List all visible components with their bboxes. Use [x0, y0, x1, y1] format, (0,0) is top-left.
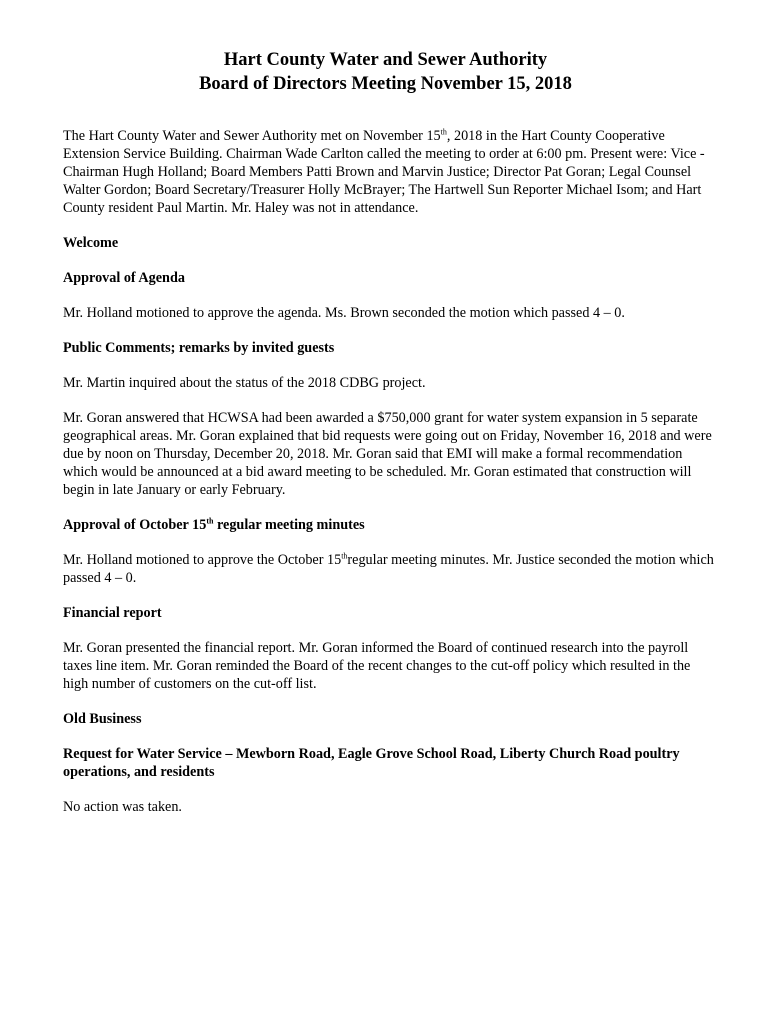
agenda-paragraph: Mr. Holland motioned to approve the agenda. Ms. Brown seconded the motion which passed 4 – 0. [63, 305, 625, 321]
heading-approval-of-minutes [63, 516, 718, 534]
intro-text-end: , 2018 in the Hart County Cooperative Extension Service Building. Chairman Wade Carlton called the meeting to order at 6:00 pm. Present were: Vice - Chairman Hugh Holland; Board Members Patti Brown and Marvin Justice; Director Pat Goran; Legal Counsel Walter Gordon; Board Secretary/Treasurer Holly McBrayer; The Hartwell Sun Reporter Michael Isom; and Hart County resident Paul Martin. Mr. Haley was not in attendance. [63, 128, 705, 216]
minutes-text-end: regular meeting minutes. Mr. Justice seconded the motion which passed 4 – 0. [63, 552, 714, 586]
heading-welcome: Welcome [63, 235, 119, 251]
minutes-text-start: Mr. Holland motioned to approve the October 15 [63, 552, 342, 568]
minutes-heading-end: regular meeting minutes [213, 517, 365, 533]
heading-request-for-water-service: Request for Water Service – Mewborn Road, Eagle Grove School Road, Liberty Church Road poultry operations, and residents [63, 746, 680, 780]
heading-old-business: Old Business [63, 711, 142, 727]
intro-text-start: The Hart County Water and Sewer Authority met on November 15 [63, 128, 441, 144]
public-comments-paragraph-2: Mr. Goran answered that HCWSA had been awarded a $750,000 grant for water system expansion in 5 separate geographical areas. Mr. Goran explained that bid requests were going out on Friday, November 16, 2018 and were due by noon on Thursday, December 20, 2018. Mr. Goran said that EMI will make a formal recommendation which would be announced at a bid award meeting to be scheduled. Mr. Goran estimated that construction will begin in late January or early February. [63, 410, 712, 498]
minutes-heading-superscript: th [206, 516, 214, 526]
minutes-text-superscript: th [341, 551, 348, 561]
financial-paragraph: Mr. Goran presented the financial report. Mr. Goran informed the Board of continued research into the payroll taxes line item. Mr. Goran reminded the Board of the recent changes to the cut-off policy which resulted in the high number of customers on the cut-off list. [63, 640, 691, 692]
heading-approval-of-agenda: Approval of Agenda [63, 270, 185, 286]
minutes-paragraph [63, 551, 718, 587]
heading-financial-report: Financial report [63, 605, 162, 621]
intro-superscript: th [440, 127, 447, 137]
intro-paragraph [63, 127, 718, 217]
minutes-heading-start: Approval of October 15 [63, 517, 207, 533]
public-comments-paragraph-1: Mr. Martin inquired about the status of the 2018 CDBG project. [63, 375, 426, 391]
title-line-2: Board of Directors Meeting November 15, 2018 [199, 74, 572, 94]
title-line-1: Hart County Water and Sewer Authority [223, 50, 548, 70]
heading-public-comments: Public Comments; remarks by invited guests [63, 340, 335, 356]
water-service-paragraph: No action was taken. [63, 799, 182, 815]
document-title [53, 48, 718, 96]
